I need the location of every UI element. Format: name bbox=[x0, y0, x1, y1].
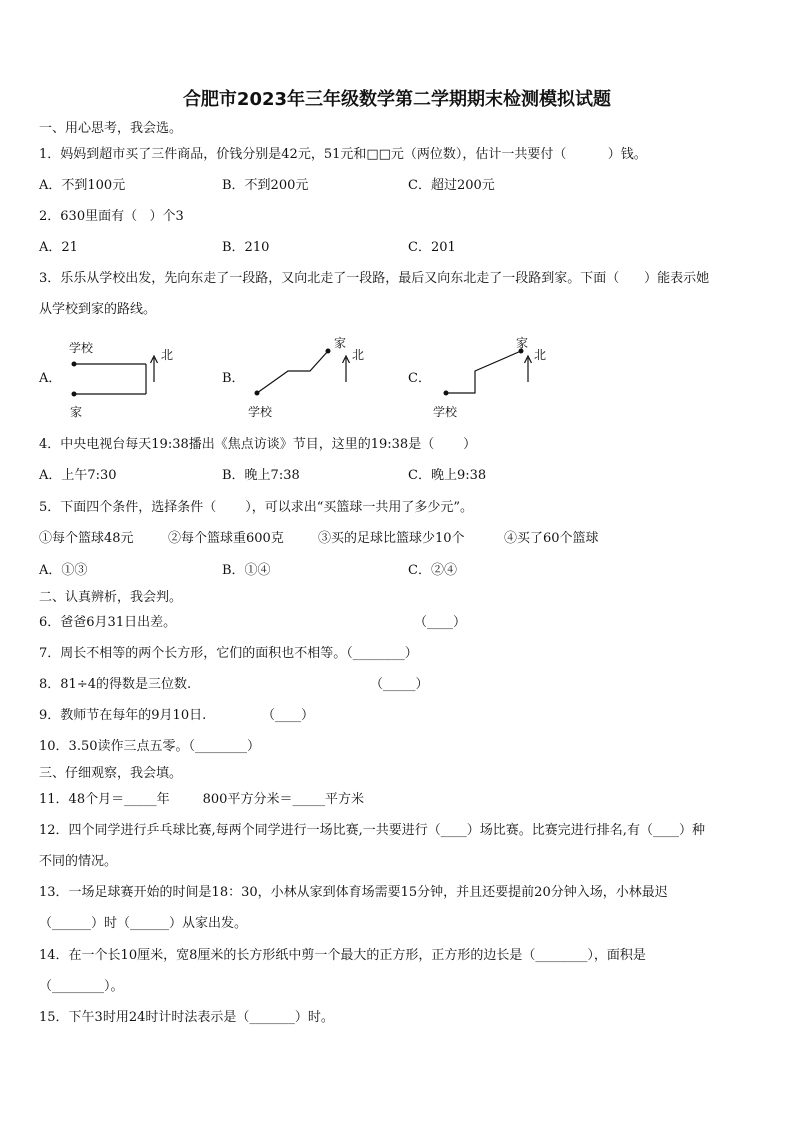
question-4: 4．中央电视台每天19:38播出《焦点访谈》节目，这里的19:38是（ ） bbox=[39, 437, 477, 452]
route-diagram-c bbox=[428, 334, 548, 424]
question-13-line-1: 13．一场足球赛开始的时间是18：30，小林从家到体育场需要15分钟，并且还要提前20分钟入场，小林最迟 bbox=[39, 885, 668, 900]
q4-option-a: A．上午7:30 bbox=[39, 468, 117, 483]
q2-option-a: A．21 bbox=[39, 240, 78, 255]
north-label: 北 bbox=[534, 348, 547, 362]
q3-option-a: A． bbox=[39, 371, 62, 386]
q2-option-c: C．201 bbox=[408, 240, 456, 255]
home-label: 家 bbox=[334, 336, 347, 350]
question-9: 9．教师节在每年的9月10日. bbox=[39, 708, 207, 723]
north-label: 北 bbox=[161, 348, 174, 362]
q5-option-b: B．①④ bbox=[222, 563, 271, 578]
question-1: 1．妈妈到超市买了三件商品，价钱分别是42元，51元和□□元（两位数），估计一共要付（ ）钱。 bbox=[39, 147, 647, 162]
question-12-line-1: 12．四个同学进行乒乓球比赛,每两个同学进行一场比赛,一共要进行（____）场比赛。比赛完进行排名,有（____）种 bbox=[39, 823, 705, 838]
question-14-line-2: （________）。 bbox=[39, 979, 124, 994]
section-heading-3: 三、仔细观察，我会填。 bbox=[39, 766, 183, 781]
home-label: 家 bbox=[70, 405, 83, 419]
route-diagram-a bbox=[62, 334, 182, 424]
q5-condition-3: ③买的足球比篮球少10个 bbox=[318, 531, 465, 546]
home-label: 家 bbox=[516, 336, 529, 350]
question-6: 6．爸爸6月31日出差。 bbox=[39, 615, 177, 630]
page-title: 合肥市2023年三年级数学第二学期期末检测模拟试题 bbox=[182, 89, 612, 110]
question-14-line-1: 14．在一个长10厘米，宽8厘米的长方形纸中剪一个最大的正方形，正方形的边长是（________），面积是 bbox=[39, 948, 646, 963]
school-label: 学校 bbox=[248, 405, 273, 419]
q8-answer-blank: （_____） bbox=[370, 677, 429, 692]
q5-option-a: A．①③ bbox=[39, 563, 88, 578]
section-heading-1: 一、用心思考，我会选。 bbox=[39, 121, 183, 136]
q3-option-c: C． bbox=[408, 371, 431, 386]
q5-condition-1: ①每个篮球48元 bbox=[39, 531, 134, 546]
q1-option-c: C．超过200元 bbox=[408, 178, 495, 193]
q1-option-a: A．不到100元 bbox=[39, 178, 126, 193]
q5-condition-2: ②每个篮球重600克 bbox=[168, 531, 284, 546]
question-8: 8．81÷4的得数是三位数. bbox=[39, 677, 192, 692]
q6-answer-blank: （____） bbox=[414, 615, 467, 630]
question-5: 5．下面四个条件，选择条件（ ），可以求出“买篮球一共用了多少元”。 bbox=[39, 500, 473, 515]
q5-option-c: C．②④ bbox=[408, 563, 457, 578]
q9-answer-blank: （____） bbox=[262, 708, 315, 723]
question-7: 7．周长不相等的两个长方形，它们的面积也不相等。（________） bbox=[39, 646, 418, 661]
section-heading-2: 二、认真辨析，我会判。 bbox=[39, 590, 183, 605]
q5-condition-4: ④买了60个篮球 bbox=[504, 531, 599, 546]
q1-option-b: B．不到200元 bbox=[222, 178, 309, 193]
question-2: 2．630里面有（ ）个3 bbox=[39, 209, 184, 224]
question-3-line-2: 从学校到家的路线。 bbox=[39, 302, 157, 317]
question-15: 15．下午3时用24时计时法表示是（_______）时。 bbox=[39, 1010, 334, 1025]
school-label: 学校 bbox=[433, 405, 458, 419]
q4-option-b: B．晚上7:38 bbox=[222, 468, 300, 483]
school-label: 学校 bbox=[69, 341, 94, 355]
question-3-line-1: 3．乐乐从学校出发，先向东走了一段路，又向北走了一段路，最后又向东北走了一段路到家。下面（ ）能表示她 bbox=[39, 271, 710, 286]
north-label: 北 bbox=[352, 348, 365, 362]
q2-option-b: B．210 bbox=[222, 240, 270, 255]
question-12-line-2: 不同的情况。 bbox=[39, 854, 118, 869]
q4-option-c: C．晚上9:38 bbox=[408, 468, 487, 483]
question-13-line-2: （______）时（______）从家出发。 bbox=[39, 916, 248, 931]
question-10: 10．3.50读作三点五零。（________） bbox=[39, 739, 260, 754]
route-diagram-b bbox=[240, 334, 365, 424]
q3-option-b: B． bbox=[222, 371, 245, 386]
question-11: 11．48个月＝_____年 800平方分米＝_____平方米 bbox=[39, 792, 364, 807]
